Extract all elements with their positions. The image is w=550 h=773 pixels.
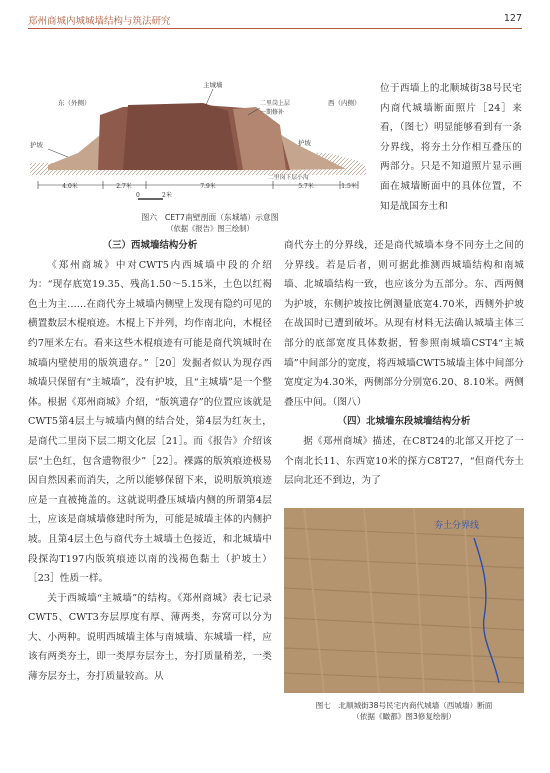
- running-header: [28, 10, 522, 28]
- figure-7-photo: [284, 508, 524, 693]
- figure-6-diagram: [28, 75, 368, 230]
- label-east: 东（外侧）: [58, 99, 91, 107]
- figure-6-svg: [28, 75, 368, 210]
- scale-0: 0: [136, 192, 140, 199]
- figure-7-svg: [284, 508, 524, 693]
- page-number: 127: [503, 13, 522, 24]
- dim-1: 4.0米: [62, 183, 78, 190]
- label-erligang-lower: 二里岗下层小沟: [268, 175, 309, 181]
- label-slope-right: 护坡: [298, 139, 311, 147]
- right-paragraph-2: 据《郑州商城》描述，在C8T24的北部又开挖了一个南北长11、东西宽10米的探方C8T27，“但商代夯土层向北还不到边，为了: [284, 435, 524, 487]
- right-paragraph-1: 商代夯土的分界线，还是商代城墙本身不同夯土之间的分界线。若是后者，则可据此推测西城墙结构和南城墙、北城墙结构一致，也应该分为五部分。东、西两侧为护坡，东侧护坡按比例测量底宽4.70米，西侧外护坡在战国时已遭到破坏。从现有材料无法确认城墙主体三部分的底部宽度具体数据，暂参照南城墙CST4“主城墙”中间部分的宽度，将西城墙CWT5城墙主体中间部分宽度定为4.30米，两侧部分分别宽6.20、8.10米。两侧叠压中间。（图八）: [284, 240, 524, 408]
- dim-4: 5.7米: [298, 183, 314, 190]
- label-main-wall: 主城墙: [203, 81, 223, 89]
- left-column: [28, 236, 272, 687]
- header-rule: [28, 28, 522, 29]
- figure-6-title: 图六 CET7南壁剖面（东城墙）示意图: [141, 213, 279, 222]
- label-repair: 一期修补: [260, 109, 285, 116]
- figure-6-caption: [90, 212, 330, 234]
- left-paragraph-1: 《郑州商城》中对CWT5内西城墙中段的介绍为：“现存底宽19.35、残高1.50～5.15米，土色以红褐色土为主……在商代夯土城墙内侧壁上发现有隐约可见的横置数层木棍痕迹。木棍上下并列，均作南北向，木棍径约7厘米左右。看来这些木棍痕迹有可能是商代筑城时在城墙内壁使用的版筑遗存。”［20］发掘者似认为现存西城墙只保留有“主城墙”，没有护坡，且“主城墙”是一个整体。根据《郑州商城》介绍，“版筑遗存”的位置应该就是CWT5第4层土与城墙内侧的结合处，第4层为红灰土，是商代二里岗下层二期文化层［21］。而《报告》介绍该层“土色红，包含遗物很少”［22］。裸露的版筑痕迹极易因自然因素而消失，之所以能够保留下来，说明版筑痕迹应是一直被掩盖的。这就说明叠压城墙内侧的所谓第4层土，应该是商城墙修建时所为，可能是城墙主体的内侧护坡。且第4层土色与商代夯土城墙土色接近，和北城墙中段探沟T197内版筑痕迹以南的浅褐色黏土（护坡土）［23］性质一样。: [28, 259, 272, 585]
- scale-2m: 2米: [162, 192, 172, 199]
- right-top-paragraph: 位于西墙上的北顺城街38号民宅内商代城墙断面照片［24］来看，（图七）明显能够看到有一条分界线，将夯土分作相互叠压的两部分。只是不知道照片显示画面在城墙断面中的具体位置，不知是战国夯土和: [380, 83, 522, 212]
- label-slope-left: 护坡: [30, 141, 43, 149]
- dim-3: 7.9米: [200, 183, 216, 190]
- boundary-label: 夯土分界线: [434, 521, 480, 531]
- figure-7-source: （依据《瞰都》图3修复绘制）: [352, 712, 456, 721]
- main-wall-core: [123, 103, 238, 170]
- label-west: 西（内侧）: [328, 99, 361, 107]
- label-erligang-upper: 二里岗上层: [260, 100, 291, 107]
- figure-7-title: 图七 北顺城街38号民宅内商代城墙（西城墙）断面: [315, 701, 493, 710]
- right-column: [284, 236, 524, 491]
- section-heading-north-wall: （四）北城墙东段城墙结构分析: [337, 416, 471, 428]
- section-heading-west-wall: （三）西城墙结构分析: [102, 240, 198, 251]
- dim-2: 2.7米: [116, 183, 132, 190]
- figure-7-caption: [284, 700, 524, 722]
- running-title: 郑州商城内城城墙结构与筑法研究: [28, 16, 171, 27]
- figure-6-source: （依据《报告》图三绘制）: [166, 224, 254, 233]
- left-paragraph-2: 关于西城墙“主城墙”的结构。《郑州商城》表七记录CWT5、CWT3夯层厚度有厚、薄两类，夯窝可以分为大、小两种。说明西城墙主体与南城墙、东城墙一样，应该有两类夯土，即一类厚夯层夯土，夯打质量稍差，一类薄夯层夯土，夯打质量较高。从: [28, 592, 272, 683]
- dim-5: 1.5米: [341, 183, 357, 190]
